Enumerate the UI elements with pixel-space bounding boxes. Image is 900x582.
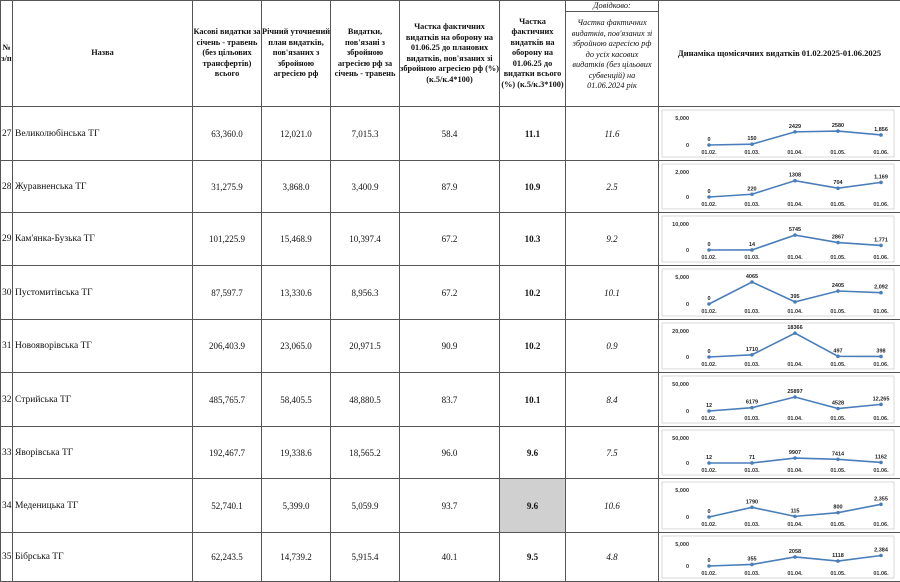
aggression-expenditures: 5,915.4 xyxy=(331,533,400,582)
table-row xyxy=(1,266,900,320)
reference-title: Довідково: xyxy=(566,1,658,12)
data-label: 398 xyxy=(876,348,885,354)
chart-frame xyxy=(662,536,894,578)
reference-share: 9.2 xyxy=(566,213,659,266)
y-axis-zero-label: 0 xyxy=(686,515,689,521)
data-label: 5745 xyxy=(789,227,801,233)
data-point xyxy=(879,554,883,558)
data-point xyxy=(836,457,840,461)
data-point xyxy=(750,280,754,284)
data-label: 497 xyxy=(833,348,842,354)
header-monthly-dynamics: Динаміка щомісячних видатків 01.02.2025-01.06.2025 xyxy=(659,1,900,107)
x-tick-label: 01.03. xyxy=(744,522,760,528)
annual-plan: 19,338.6 xyxy=(262,427,331,479)
y-axis-zero-label: 0 xyxy=(686,564,689,570)
data-label: 1,771 xyxy=(874,237,888,243)
data-label: 12,265 xyxy=(873,396,890,402)
x-tick-label: 01.03. xyxy=(744,468,760,474)
x-tick-label: 01.04. xyxy=(787,416,803,422)
data-label: 2058 xyxy=(789,549,801,555)
monthly-dynamics-chart xyxy=(659,374,899,425)
data-label: 1162 xyxy=(875,454,887,460)
data-point xyxy=(879,291,883,295)
reference-share: 10.6 xyxy=(566,479,659,533)
data-point xyxy=(750,192,754,196)
cash-expenditures: 87,597.7 xyxy=(193,266,262,320)
data-point xyxy=(707,409,711,413)
data-point xyxy=(793,395,797,399)
x-tick-label: 01.06. xyxy=(873,309,889,315)
y-axis-max-label: 5,000 xyxy=(675,116,689,122)
x-tick-label: 01.05. xyxy=(830,202,846,208)
annual-plan: 13,330.6 xyxy=(262,266,331,320)
y-axis-zero-label: 0 xyxy=(686,248,689,254)
data-point xyxy=(793,179,797,183)
data-point xyxy=(879,355,883,359)
annual-plan: 3,868.0 xyxy=(262,161,331,213)
data-point xyxy=(836,407,840,411)
data-point xyxy=(750,506,754,510)
share-of-plan: 96.0 xyxy=(400,427,500,479)
data-point xyxy=(707,515,711,519)
y-axis-zero-label: 0 xyxy=(686,195,689,201)
x-tick-label: 01.02. xyxy=(701,522,717,528)
header-annual-plan: Річний уточнений план видатків, пов'язаних з збройною агресією рф xyxy=(262,1,331,107)
header-name: Назва xyxy=(13,1,193,107)
row-number: 27 xyxy=(1,107,13,161)
y-axis-max-label: 20,000 xyxy=(672,329,689,335)
x-tick-label: 01.06. xyxy=(873,571,889,577)
table-row xyxy=(1,107,900,161)
data-label: 0 xyxy=(707,509,710,515)
table-row xyxy=(1,213,900,266)
community-name: Кам'янка-Бузька ТГ xyxy=(13,213,193,266)
cash-expenditures: 62,243.5 xyxy=(193,533,262,582)
data-point xyxy=(879,502,883,506)
monthly-dynamics-chart xyxy=(659,214,899,264)
x-tick-label: 01.05. xyxy=(830,416,846,422)
data-point xyxy=(793,300,797,304)
monthly-dynamics-chart xyxy=(659,534,899,580)
monthly-dynamics-chart-cell xyxy=(659,213,900,266)
data-point xyxy=(707,564,711,568)
header-share-of-total: Частка фактичних видатків на оборону на 01.06.25 до видатки всього (%) (к.5/к.3*100) xyxy=(500,1,566,107)
monthly-dynamics-chart-cell xyxy=(659,266,900,320)
x-tick-label: 01.06. xyxy=(873,416,889,422)
share-of-plan: 90.9 xyxy=(400,320,500,373)
row-number: 33 xyxy=(1,427,13,479)
aggression-expenditures: 7,015.3 xyxy=(331,107,400,161)
x-tick-label: 01.02. xyxy=(701,255,717,261)
aggression-expenditures: 8,956.3 xyxy=(331,266,400,320)
data-point xyxy=(836,355,840,359)
share-of-plan: 93.7 xyxy=(400,479,500,533)
data-point xyxy=(707,195,711,199)
x-tick-label: 01.04. xyxy=(787,468,803,474)
reference-share: 2.5 xyxy=(566,161,659,213)
y-axis-max-label: 50,000 xyxy=(672,382,689,388)
data-label: 2867 xyxy=(832,235,844,241)
reference-share: 10.1 xyxy=(566,266,659,320)
x-tick-label: 01.05. xyxy=(830,309,846,315)
aggression-expenditures: 48,880.5 xyxy=(331,373,400,427)
y-axis-max-label: 5,000 xyxy=(675,542,689,548)
data-label: 7414 xyxy=(832,451,845,457)
reference-share: 11.6 xyxy=(566,107,659,161)
data-point xyxy=(793,130,797,134)
data-label: 12 xyxy=(706,403,712,409)
data-label: 355 xyxy=(747,556,756,562)
data-label: 6179 xyxy=(746,400,758,406)
data-point xyxy=(793,331,797,335)
x-tick-label: 01.03. xyxy=(744,255,760,261)
data-point xyxy=(707,248,711,252)
share-of-plan: 83.7 xyxy=(400,373,500,427)
share-of-plan: 87.9 xyxy=(400,161,500,213)
annual-plan: 23,065.0 xyxy=(262,320,331,373)
data-point xyxy=(879,181,883,185)
data-label: 800 xyxy=(833,505,842,511)
reference-share: 0.9 xyxy=(566,320,659,373)
reference-share: 7.5 xyxy=(566,427,659,479)
header-aggression-expenditures: Видатки, пов'язані з збройною агресією рф за січень - травень xyxy=(331,1,400,107)
data-point xyxy=(707,143,711,147)
data-label: 0 xyxy=(707,242,710,248)
monthly-dynamics-chart-cell xyxy=(659,427,900,479)
data-label: 71 xyxy=(749,455,755,461)
x-tick-label: 01.06. xyxy=(873,202,889,208)
x-tick-label: 01.04. xyxy=(787,255,803,261)
data-label: 2,092 xyxy=(874,285,888,291)
aggression-expenditures: 20,971.5 xyxy=(331,320,400,373)
table-row xyxy=(1,533,900,582)
x-tick-label: 01.02. xyxy=(701,309,717,315)
data-label: 704 xyxy=(833,180,843,186)
data-point xyxy=(879,403,883,407)
data-label: 2,384 xyxy=(874,548,889,554)
header-share-of-plan: Частка фактичних видатків на оборону на 01.06.25 до планових видатків, пов'язаних зі збройною агресією рф (%) (к.5/к.4*100) xyxy=(400,1,500,107)
x-tick-label: 01.06. xyxy=(873,362,889,368)
community-name: Меденицька ТГ xyxy=(13,479,193,533)
community-name: Журавненська ТГ xyxy=(13,161,193,213)
data-point xyxy=(879,133,883,137)
data-point xyxy=(793,233,797,237)
x-tick-label: 01.06. xyxy=(873,522,889,528)
monthly-dynamics-chart-cell xyxy=(659,161,900,213)
x-tick-label: 01.06. xyxy=(873,468,889,474)
share-of-total: 11.1 xyxy=(500,107,566,161)
table-row xyxy=(1,320,900,373)
monthly-dynamics-chart-cell xyxy=(659,533,900,582)
share-of-total: 9.6 xyxy=(500,479,566,533)
row-number: 29 xyxy=(1,213,13,266)
x-tick-label: 01.04. xyxy=(787,202,803,208)
data-point xyxy=(793,555,797,559)
monthly-dynamics-chart xyxy=(659,108,899,159)
share-of-total: 9.6 xyxy=(500,427,566,479)
data-point xyxy=(707,461,711,465)
chart-frame xyxy=(662,430,894,475)
data-point xyxy=(879,461,883,465)
row-number: 34 xyxy=(1,479,13,533)
aggression-expenditures: 10,397.4 xyxy=(331,213,400,266)
cash-expenditures: 101,225.9 xyxy=(193,213,262,266)
x-tick-label: 01.05. xyxy=(830,150,846,156)
community-name: Пустомитівська ТГ xyxy=(13,266,193,320)
table-row xyxy=(1,479,900,533)
y-axis-zero-label: 0 xyxy=(686,302,689,308)
y-axis-max-label: 5,000 xyxy=(675,488,689,494)
monthly-dynamics-chart xyxy=(659,267,899,318)
share-of-total: 10.2 xyxy=(500,320,566,373)
community-name: Новояворівська ТГ xyxy=(13,320,193,373)
table-row xyxy=(1,427,900,479)
share-of-plan: 40.1 xyxy=(400,533,500,582)
cash-expenditures: 52,740.1 xyxy=(193,479,262,533)
data-label: 4065 xyxy=(746,274,758,280)
monthly-dynamics-chart-cell xyxy=(659,320,900,373)
data-label: 12 xyxy=(706,455,712,461)
x-tick-label: 01.03. xyxy=(744,202,760,208)
cash-expenditures: 63,360.0 xyxy=(193,107,262,161)
chart-frame xyxy=(662,216,894,262)
row-number: 30 xyxy=(1,266,13,320)
x-tick-label: 01.05. xyxy=(830,255,846,261)
monthly-dynamics-chart xyxy=(659,480,899,531)
data-point xyxy=(707,302,711,306)
monthly-dynamics-chart xyxy=(659,428,899,477)
table-row xyxy=(1,161,900,213)
data-label: 1790 xyxy=(746,499,758,505)
data-label: 0 xyxy=(707,349,710,355)
monthly-dynamics-chart-cell xyxy=(659,479,900,533)
data-point xyxy=(836,511,840,515)
monthly-dynamics-chart-cell xyxy=(659,373,900,427)
y-axis-zero-label: 0 xyxy=(686,143,689,149)
data-point xyxy=(750,461,754,465)
data-label: 9907 xyxy=(789,450,801,456)
data-point xyxy=(836,129,840,133)
data-point xyxy=(750,563,754,567)
data-label: 395 xyxy=(790,294,799,300)
data-point xyxy=(836,241,840,245)
aggression-expenditures: 5,059.9 xyxy=(331,479,400,533)
y-axis-max-label: 10,000 xyxy=(672,222,689,228)
reference-description: Частка фактичних видатків, пов'язаних зі збройною агресією рф до усіх касових видатків (без цільових субвенцій) на 01.06.2024 рік xyxy=(566,12,658,92)
data-label: 4528 xyxy=(832,401,844,407)
x-tick-label: 01.05. xyxy=(830,362,846,368)
data-label: 2429 xyxy=(789,124,801,130)
y-axis-max-label: 50,000 xyxy=(672,436,689,442)
data-label: 0 xyxy=(707,558,710,564)
annual-plan: 12,021.0 xyxy=(262,107,331,161)
data-point xyxy=(793,456,797,460)
annual-plan: 58,405.5 xyxy=(262,373,331,427)
data-label: 1710 xyxy=(746,347,758,353)
reference-share: 8.4 xyxy=(566,373,659,427)
cash-expenditures: 485,765.7 xyxy=(193,373,262,427)
x-tick-label: 01.04. xyxy=(787,362,803,368)
x-tick-label: 01.02. xyxy=(701,416,717,422)
share-of-total: 10.3 xyxy=(500,213,566,266)
table-row xyxy=(1,373,900,427)
monthly-dynamics-chart xyxy=(659,162,899,211)
data-label: 2,355 xyxy=(874,496,888,502)
data-point xyxy=(836,186,840,190)
row-number: 28 xyxy=(1,161,13,213)
data-point xyxy=(793,515,797,519)
community-name: Великолюбінська ТГ xyxy=(13,107,193,161)
data-point xyxy=(836,559,840,563)
row-number: 31 xyxy=(1,320,13,373)
x-tick-label: 01.03. xyxy=(744,150,760,156)
data-point xyxy=(836,289,840,293)
x-tick-label: 01.05. xyxy=(830,522,846,528)
share-of-total: 10.1 xyxy=(500,373,566,427)
data-label: 18366 xyxy=(787,325,802,331)
data-point xyxy=(750,142,754,146)
chart-frame xyxy=(662,323,894,369)
monthly-dynamics-chart-cell xyxy=(659,107,900,161)
share-of-total: 10.9 xyxy=(500,161,566,213)
data-label: 150 xyxy=(747,136,756,142)
annual-plan: 15,468.9 xyxy=(262,213,331,266)
data-label: 0 xyxy=(707,296,710,302)
x-tick-label: 01.04. xyxy=(787,522,803,528)
x-tick-label: 01.04. xyxy=(787,309,803,315)
annual-plan: 5,399.0 xyxy=(262,479,331,533)
data-label: 2580 xyxy=(832,123,844,129)
share-of-total: 10.2 xyxy=(500,266,566,320)
data-label: 0 xyxy=(707,189,710,195)
data-label: 1,856 xyxy=(874,127,888,133)
data-label: 14 xyxy=(749,242,756,248)
y-axis-zero-label: 0 xyxy=(686,355,689,361)
x-tick-label: 01.06. xyxy=(873,150,889,156)
share-of-plan: 58.4 xyxy=(400,107,500,161)
cash-expenditures: 206,403.9 xyxy=(193,320,262,373)
header-cash-expenditures: Касові видатки за січень - травень (без цільових трансфертів) всього xyxy=(193,1,262,107)
y-axis-max-label: 5,000 xyxy=(675,275,689,281)
data-label: 1,169 xyxy=(874,174,888,180)
x-tick-label: 01.04. xyxy=(787,571,803,577)
chart-frame xyxy=(662,482,894,529)
cash-expenditures: 31,275.9 xyxy=(193,161,262,213)
data-point xyxy=(750,406,754,410)
chart-frame xyxy=(662,376,894,423)
x-tick-label: 01.05. xyxy=(830,571,846,577)
x-tick-label: 01.03. xyxy=(744,309,760,315)
community-name: Стрийська ТГ xyxy=(13,373,193,427)
share-of-total: 9.5 xyxy=(500,533,566,582)
data-label: 0 xyxy=(707,137,710,143)
community-name: Яворівська ТГ xyxy=(13,427,193,479)
data-label: 1308 xyxy=(789,173,801,179)
data-label: 220 xyxy=(747,186,756,192)
header-reference xyxy=(566,1,659,107)
x-tick-label: 01.02. xyxy=(701,571,717,577)
x-tick-label: 01.02. xyxy=(701,202,717,208)
monthly-dynamics-chart xyxy=(659,321,899,371)
data-point xyxy=(879,244,883,248)
reference-share: 4.8 xyxy=(566,533,659,582)
y-axis-zero-label: 0 xyxy=(686,409,689,415)
share-of-plan: 67.2 xyxy=(400,266,500,320)
x-tick-label: 01.05. xyxy=(830,468,846,474)
x-tick-label: 01.03. xyxy=(744,362,760,368)
row-number: 35 xyxy=(1,533,13,582)
x-tick-label: 01.02. xyxy=(701,468,717,474)
row-number: 32 xyxy=(1,373,13,427)
cash-expenditures: 192,467.7 xyxy=(193,427,262,479)
data-point xyxy=(750,248,754,252)
x-tick-label: 01.02. xyxy=(701,362,717,368)
data-label: 25897 xyxy=(787,389,802,395)
community-name: Бібрська ТГ xyxy=(13,533,193,582)
data-point xyxy=(707,355,711,359)
x-tick-label: 01.06. xyxy=(873,255,889,261)
data-label: 2405 xyxy=(832,283,844,289)
share-of-plan: 67.2 xyxy=(400,213,500,266)
x-tick-label: 01.03. xyxy=(744,571,760,577)
aggression-expenditures: 3,400.9 xyxy=(331,161,400,213)
x-tick-label: 01.04. xyxy=(787,150,803,156)
y-axis-max-label: 2,000 xyxy=(675,170,689,176)
data-label: 1118 xyxy=(832,553,844,559)
annual-plan: 14,739.2 xyxy=(262,533,331,582)
aggression-expenditures: 18,565.2 xyxy=(331,427,400,479)
data-point xyxy=(750,353,754,357)
data-label: 115 xyxy=(791,508,800,514)
header-num: № з/п xyxy=(1,1,13,107)
x-tick-label: 01.03. xyxy=(744,416,760,422)
x-tick-label: 01.02. xyxy=(701,150,717,156)
y-axis-zero-label: 0 xyxy=(686,461,689,467)
